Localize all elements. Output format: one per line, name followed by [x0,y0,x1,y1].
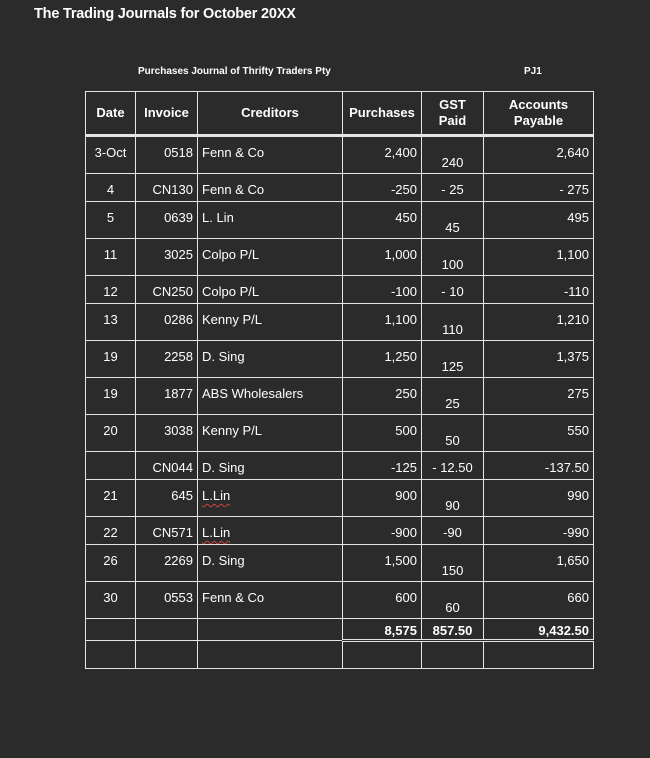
row-accounts-payable: 550 [567,423,589,438]
row-gst: 110 [442,322,463,337]
row-creditor: Fenn & Co [202,590,265,605]
row-purchases: 450 [395,210,417,225]
row-gst: 50 [445,433,460,448]
header-accounts-payable [484,92,594,136]
row-invoice: 2269 [164,553,193,568]
table-row [86,378,594,415]
row-date: 22 [103,525,118,540]
row-creditor: L. Lin [202,210,234,225]
header-gst-paid [422,92,484,136]
header-invoice: Invoice [136,92,198,136]
row-invoice: 0553 [164,590,193,605]
row-purchases: -125 [390,460,417,475]
row-purchases: -100 [390,284,417,299]
row-purchases: 2,400 [384,145,417,160]
row-purchases: 500 [395,423,417,438]
row-accounts-payable: 1,650 [556,553,589,568]
table-row [86,582,594,619]
row-accounts-payable: 275 [567,386,589,401]
row-purchases: 1,500 [384,553,417,568]
row-creditor: D. Sing [202,460,245,475]
row-accounts-payable: - 275 [559,182,589,197]
row-gst: - 10 [441,284,464,299]
row-accounts-payable: -137.50 [544,460,589,475]
row-purchases: 1,000 [384,247,417,262]
row-creditor: Colpo P/L [202,247,260,262]
page-title: The Trading Journals for October 20XX [34,6,296,22]
table-row [86,452,594,480]
row-creditor: Kenny P/L [202,423,262,438]
journal-rows [86,136,594,619]
row-accounts-payable: 1,100 [556,247,589,262]
row-invoice: CN250 [152,284,193,299]
table-row [86,415,594,452]
table-row [86,304,594,341]
row-creditor: D. Sing [202,553,245,568]
row-purchases: 600 [395,590,417,605]
row-gst: 125 [441,359,464,374]
row-accounts-payable: 660 [567,590,589,605]
header-ap-line2: Payable [513,113,564,128]
total-accounts-payable: 9,432.50 [484,619,594,641]
row-date: 21 [103,488,118,503]
row-date: 20 [103,423,118,438]
row-purchases: 900 [395,488,417,503]
row-invoice: 2258 [164,349,193,364]
row-invoice: 1877 [164,386,193,401]
row-creditor: Fenn & Co [202,182,265,197]
row-date: 4 [106,182,115,197]
row-date: 19 [103,386,118,401]
row-creditor: ABS Wholesalers [202,386,304,401]
table-row [86,239,594,276]
row-invoice: 0286 [164,312,193,327]
row-purchases: -900 [390,525,417,540]
header-row [86,92,594,136]
table-row [86,276,594,304]
row-accounts-payable: 2,640 [556,145,589,160]
journal-reference: PJ1 [524,66,542,77]
row-purchases: 250 [395,386,417,401]
total-purchases: 8,575 [343,619,422,641]
row-invoice: CN044 [152,460,193,475]
row-creditor: L.Lin [202,525,231,540]
row-accounts-payable: 495 [567,210,589,225]
row-creditor: Kenny P/L [202,312,262,327]
row-accounts-payable: -990 [562,525,589,540]
row-accounts-payable: 990 [567,488,589,503]
row-gst: - 12.50 [432,460,473,475]
row-gst: 100 [441,257,464,272]
blank-row [86,641,594,669]
row-purchases: 1,100 [384,312,417,327]
row-date: 26 [103,553,118,568]
row-creditor: L.Lin [202,488,231,503]
header-ap-line1: Accounts [508,97,569,112]
table-row [86,136,594,174]
row-date: 3-Oct [94,145,127,160]
row-accounts-payable: 1,375 [556,349,589,364]
table-row [86,517,594,545]
row-invoice: 3038 [164,423,193,438]
row-gst: 45 [445,220,460,235]
header-gst-line1: GST [439,97,466,112]
header-purchases: Purchases [343,92,422,136]
row-gst: 90 [445,498,460,513]
row-gst: 25 [445,396,460,411]
row-purchases: 1,250 [384,349,417,364]
row-gst: -90 [443,525,462,540]
table-row [86,341,594,378]
row-invoice: CN130 [152,182,193,197]
row-date: 19 [103,349,118,364]
table-row [86,545,594,582]
total-gst: 857.50 [422,619,484,641]
row-purchases: -250 [390,182,417,197]
row-invoice: 0639 [164,210,193,225]
row-invoice: 0518 [164,145,193,160]
row-date: 5 [106,210,115,225]
row-gst: 60 [445,600,460,615]
row-accounts-payable: -110 [563,284,589,299]
row-date: 30 [103,590,118,605]
header-gst-line2: Paid [438,113,467,128]
row-invoice: 645 [171,488,193,503]
table-row [86,202,594,239]
row-date: 11 [103,247,118,262]
row-invoice: 3025 [164,247,193,262]
row-creditor: D. Sing [202,349,245,364]
row-creditor: Fenn & Co [202,145,265,160]
header-date: Date [86,92,136,136]
purchases-journal-table [85,91,594,669]
table-row [86,174,594,202]
row-date: 13 [103,312,118,327]
row-gst: - 25 [441,182,464,197]
row-invoice: CN571 [152,525,193,540]
row-accounts-payable: 1,210 [556,312,589,327]
totals-row [86,619,594,641]
header-creditors: Creditors [198,92,343,136]
row-creditor: Colpo P/L [202,284,260,299]
row-date: 12 [103,284,118,299]
row-gst: 240 [441,155,464,170]
row-gst: 150 [441,563,464,578]
journal-caption: Purchases Journal of Thrifty Traders Pty [138,66,331,77]
table-row [86,480,594,517]
